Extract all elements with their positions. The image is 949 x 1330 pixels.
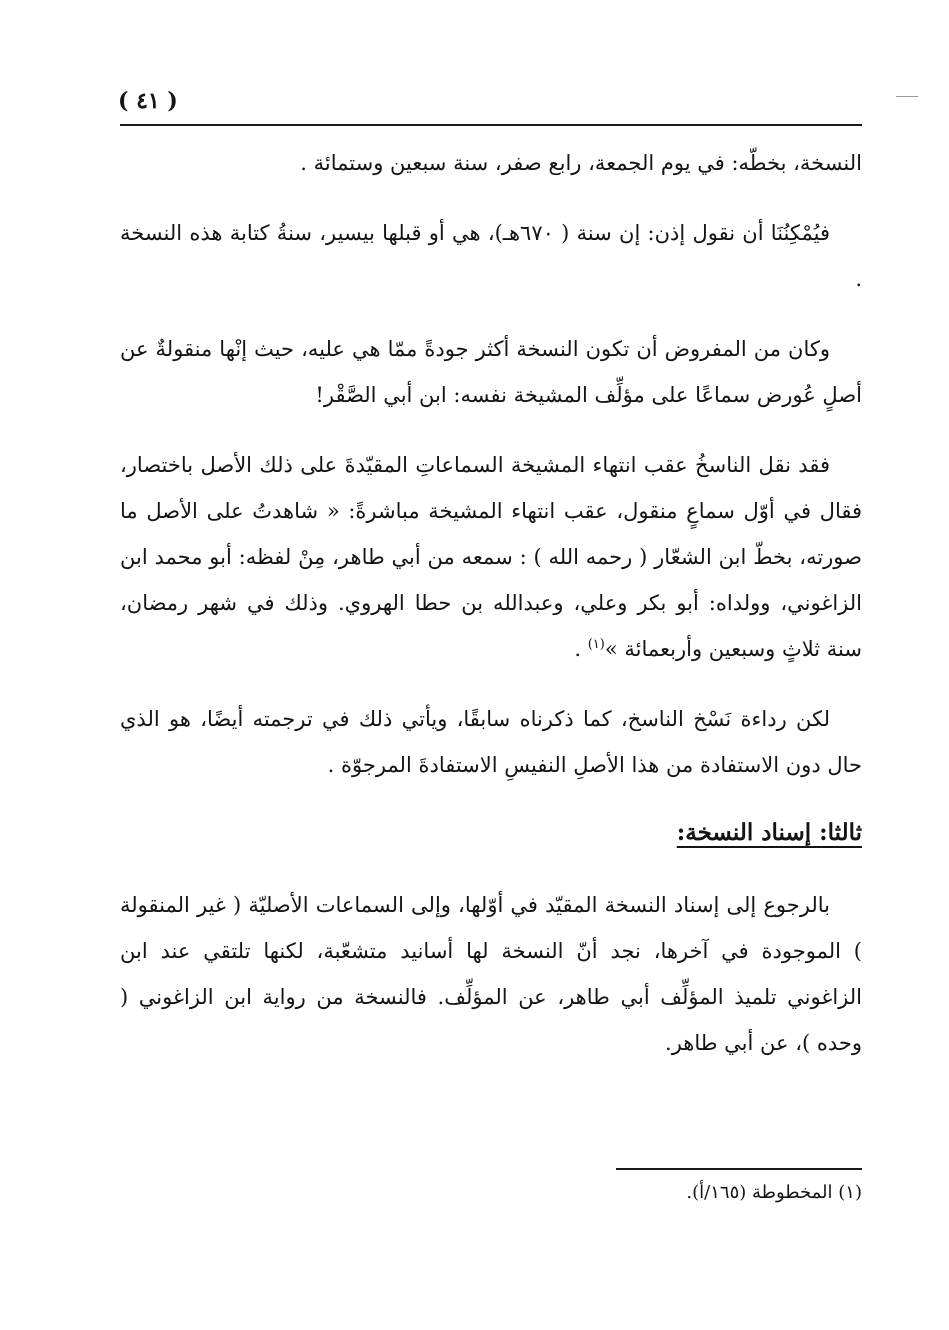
paragraph-5: لكن رداءة نَسْخ الناسخ، كما ذكرناه سابقًا، ويأتي ذلك في ترجمته أيضًا، هو الذي حال دون الاستفادة من هذا الأصلِ النفيسِ الاستفادةَ المرجوّة . <box>120 707 862 777</box>
page-number: ( ٤١ ) <box>118 88 178 114</box>
paragraph-4 <box>120 442 862 672</box>
paragraph-1: النسخة، بخطّه: في يوم الجمعة، رابع صفر، سنة سبعين وستمائة . <box>300 151 862 175</box>
paragraph-6: بالرجوع إلى إسناد النسخة المقيّد في أوّلها، وإلى السماعات الأصليّة ( غير المنقولة ) الموجودة في آخرها، نجد أنّ النسخة لها أسانيد متشعّبة، لكنها تلتقي عند ابن الزاغوني تلميذ المؤلِّف أبي طاهر، عن المؤلِّف. فالنسخة من رواية ابن الزاغوني ( وحده )، عن أبي طاهر. <box>120 893 862 1055</box>
section-heading: ثالثا: إسناد النسخة: <box>676 819 862 846</box>
paragraph-2: فيُمْكِنُنَا أن نقول إذن: إن سنة ( ٦٧٠هـ)، هي أو قبلها بيسير، سنةُ كتابة هذه النسخة . <box>120 221 862 291</box>
body-text <box>120 140 862 1090</box>
footnote-reference: (١) <box>587 637 605 652</box>
paragraph-3: وكان من المفروض أن تكون النسخة أكثر جودةً ممّا هي عليه، حيث إنْها منقولةٌ عن أصلٍ عُورض سماعًا على مؤلِّف المشيخة نفسه: ابن أبي الصَّقْر! <box>120 337 862 407</box>
corner-mark <box>896 96 918 97</box>
footnote-rule <box>616 1168 862 1170</box>
paragraph-4-end: . <box>574 637 588 661</box>
header-rule <box>120 124 862 126</box>
footnote: (١) المخطوطة (١٦٥/أ). <box>686 1182 862 1203</box>
paragraph-4-text: فقد نقل الناسخُ عقب انتهاء المشيخة السماعاتِ المقيّدةَ على ذلك الأصل باختصار، فقال في أوّل سماعٍ منقول، عقب انتهاء المشيخة مباشرةً: « شاهدتُ على الأصل ما صورته، بخطّ ابن الشعّار ( رحمه الله ) : سمعه من أبي طاهر، مِنْ لفظه: أبو محمد ابن الزاغوني، وولداه: أبو بكر وعلي، وعبدالله بن حطا الهروي. وذلك في شهر رمضان، سنة ثلاثٍ وسبعين وأربعمائة » <box>120 453 862 661</box>
